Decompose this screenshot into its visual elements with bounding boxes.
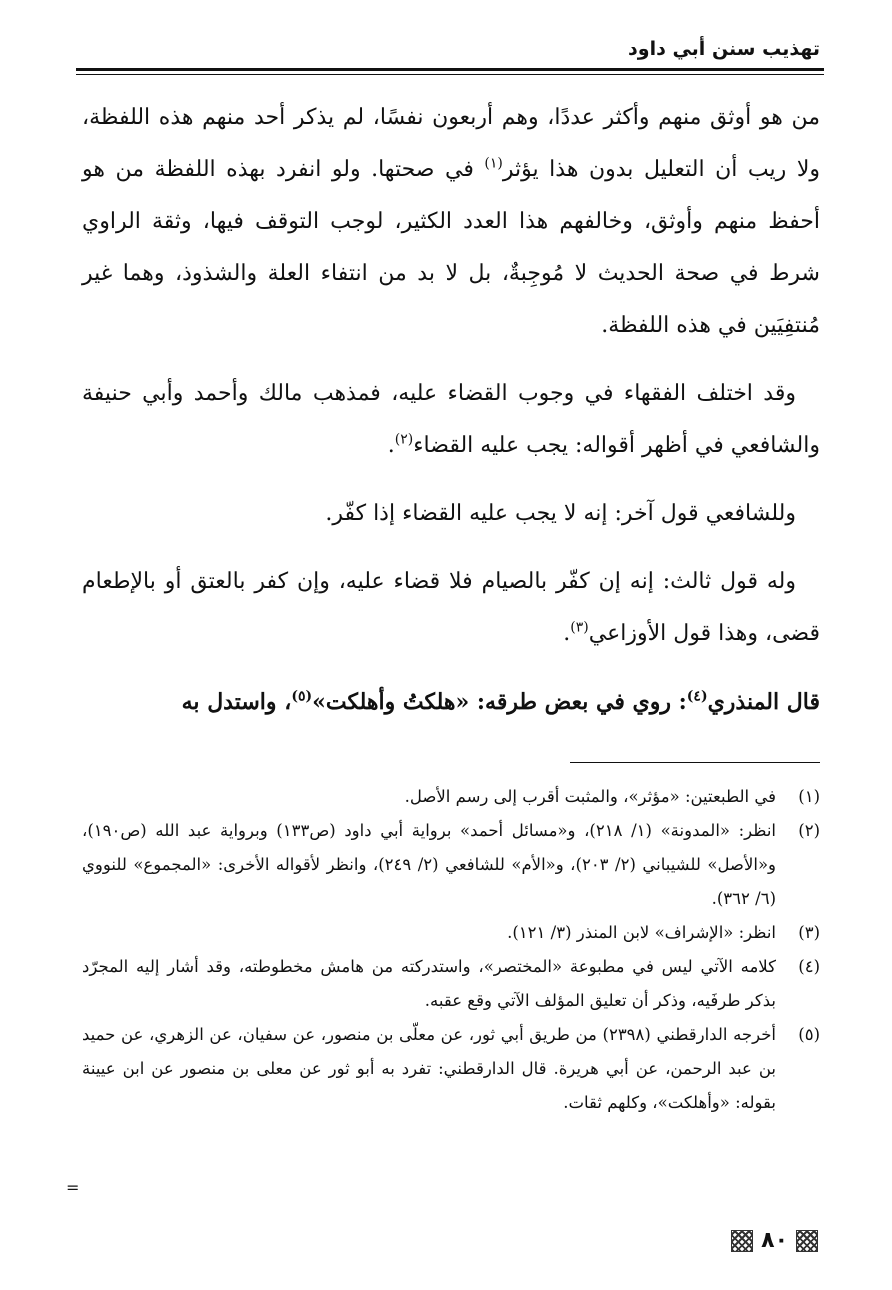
footnote-text: انظر: «المدونة» (١/ ٢١٨)، و«مسائل أحمد» برواية أبي داود (ص١٣٣) وبرواية عبد الله (ص١٩٠)، و«الأصل» للشيباني (٢/ ٢٠٣)، و«الأم» للشافعي (٢/ ٢٤٩)، وانظر لأقواله الأخرى: «المجموع» للنووي (٦/ ٣٦٢).	[82, 821, 777, 908]
page-footer	[731, 1228, 818, 1253]
footnote-text: كلامه الآتي ليس في مطبوعة «المختصر»، واستدركته من هامش مخطوطته، وقد أشار إليه المجرّد بذكر طرفَيه، وذكر أن تعليق المؤلف الآتي وقع عقبه.	[82, 957, 776, 1010]
header-rule-thin	[76, 74, 824, 75]
paragraph-text: وللشافعي قول آخر: إنه لا يجب عليه القضاء إذا كفّر.	[325, 501, 796, 526]
main-text	[82, 92, 820, 744]
footnote-5	[82, 1018, 820, 1120]
footnote-ref: (٣)	[570, 619, 589, 636]
continuation-mark: =	[66, 1178, 80, 1197]
header-rule-thick	[76, 68, 824, 71]
paragraph-text: من هو أوثق منهم وأكثر عددًا، وهم أربعون نفسًا، لم يذكر أحد منهم هذه اللفظة، ولا ريب أن التعليل بدون هذا يؤثر	[82, 105, 820, 182]
paragraph-4	[82, 556, 820, 660]
ornament-icon	[796, 1230, 818, 1252]
paragraph-text: .	[387, 433, 395, 458]
footnote-text: أخرجه الدارقطني (٢٣٩٨) من طريق أبي ثور، عن معلّى بن منصور، عن سفيان، عن الزهري، عن حميد بن عبد الرحمن، عن أبي هريرة. قال الدارقطني: تفرد به أبو ثور عن معلى بن منصور عن ابن عيينة بقوله: «وأهلكت»، وكلهم ثقات.	[82, 1025, 776, 1112]
footnote-text: انظر: «الإشراف» لابن المنذر (٣/ ١٢١).	[507, 923, 776, 942]
footnote-number: (٤)	[798, 957, 820, 976]
footnote-2	[82, 814, 820, 916]
paragraph-5	[82, 676, 820, 728]
paragraph-text: وله قول ثالث: إنه إن كفّر بالصيام فلا قضاء عليه، وإن كفر بالعتق أو بالإطعام قضى، وهذا قول الأوزاعي	[82, 569, 820, 646]
paragraph-text: : روي في بعض طرقه: «هلكتُ وأهلكت»	[312, 689, 687, 715]
footnote-separator	[570, 762, 820, 763]
footnote-ref: (٥)	[291, 688, 313, 705]
footnote-number: (٥)	[798, 1025, 820, 1044]
footnotes	[82, 780, 820, 1120]
footnote-ref: (١)	[484, 155, 503, 172]
paragraph-2	[82, 368, 820, 472]
paragraph-3	[82, 488, 820, 540]
paragraph-text: .	[563, 621, 571, 646]
paragraph-text: ، واستدل به	[181, 689, 292, 715]
footnote-number: (٢)	[798, 821, 820, 840]
paragraph-text: وقد اختلف الفقهاء في وجوب القضاء عليه، فمذهب مالك وأحمد وأبي حنيفة والشافعي في أظهر أقواله: يجب عليه القضاء	[82, 381, 820, 458]
page-number: ٨٠	[761, 1228, 788, 1253]
running-title: تهذيب سنن أبي داود	[628, 38, 820, 60]
footnote-number: (٣)	[798, 923, 820, 942]
footnote-number: (١)	[798, 787, 820, 806]
paragraph-text: في صحتها. ولو انفرد بهذه اللفظة من هو أحفظ منهم وأوثق، وخالفهم هذا العدد الكثير، لوجب التوقف فيها، وثقة الراوي شرط في صحة الحديث لا مُوجِبةٌ، بل لا بد من انتفاء العلة والشذوذ، وهما غير مُنتفِيَين في هذه اللفظة.	[82, 157, 820, 338]
ornament-icon	[731, 1230, 753, 1252]
footnote-text: في الطبعتين: «مؤثر»، والمثبت أقرب إلى رسم الأصل.	[404, 787, 776, 806]
footnote-ref: (٤)	[686, 688, 708, 705]
footnote-1	[82, 780, 820, 814]
page-header	[76, 38, 824, 68]
footnote-ref: (٢)	[394, 431, 414, 448]
paragraph-text: قال المنذري	[707, 689, 820, 715]
footnote-4	[82, 950, 820, 1018]
footnote-3	[82, 916, 820, 950]
paragraph-1	[82, 92, 820, 352]
